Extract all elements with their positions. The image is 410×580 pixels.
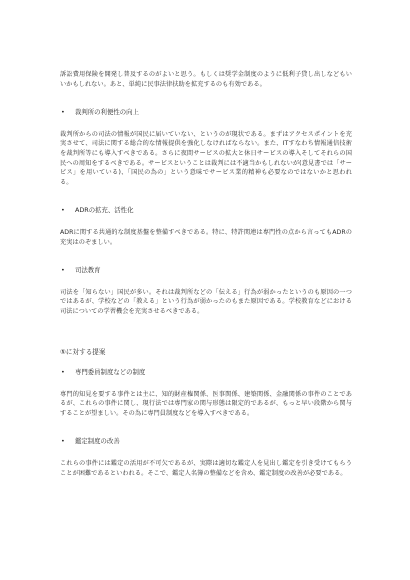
bullet-court-convenience	[60, 108, 352, 118]
bullet-icon: •	[61, 437, 65, 446]
bullet-label: ADRの拡充、活性化	[75, 206, 134, 215]
bullet-icon: •	[61, 368, 65, 377]
paragraph-appraisal: これらの事件には鑑定の活用が不可欠であるが、実際は適切な鑑定人を見出し鑑定を引き受けてもらうことが困難であるといわれる。そこで、鑑定人名簿の整備などを含め、鑑定制度の改善が必要である。	[60, 460, 352, 477]
bullet-label: 裁判所の利便性の向上	[75, 108, 139, 117]
bullet-expert-committee	[60, 368, 352, 378]
bullet-label: 鑑定制度の改善	[75, 437, 120, 446]
section-title-proposal-5: ⑤に対する提案	[60, 347, 106, 356]
paragraph-cost-insurance: 訴訟費用保険を開発し普及するのがよいと思う。もしくは奨学金制度のように低利子貸し出しなどもいいかもしれない。あと、単純に民事法律扶助を拡充するのも有効である。	[60, 71, 352, 88]
bullet-label: 司法教育	[75, 266, 101, 275]
bullet-icon: •	[61, 206, 65, 215]
bullet-adr	[60, 206, 352, 216]
paragraph-court-information: 裁判所からの司法の情報が国民に届いていない、というのが現状である。まずはアクセスポイントを充実させて、司法に関する総合的な情報提供を強化しなければならない。また、ITすなわち情報通信技術を裁判所等にも導入すべきである。さらに夜間サービスの拡大と休日サービスの導入そしてそれらの国民への周知をするべきである。サービスということは裁判には不適当かもしれないが(意見書では「サービス」を用いている)、「国民の為の」という意味でサービス業的精神も必要なのではないかと思われる。	[60, 130, 352, 186]
bullet-icon: •	[61, 108, 65, 117]
bullet-icon: •	[61, 266, 65, 275]
paragraph-expert-knowledge: 専門的知見を要する事件とは主に、知的財産権関係、医事関係、建築関係、金融関係の事件のことであるが、これらの事件に関し、現行法では専門家の関与形態は限定的であるが、もっと早い段階から関与することが望ましい。その為に専門員制度などを導入すべきである。	[60, 390, 352, 417]
document-body	[60, 70, 352, 478]
paragraph-adr: ADRに関する共通的な制度基盤を整備すべきである。特に、特許関連は専門性の点から言ってもADRの充実はのぞましい。	[60, 228, 352, 246]
bullet-legal-education	[60, 266, 352, 276]
paragraph-legal-education: 司法を「知らない」国民が多い。それは裁判所などの「伝える」行為が弱かったというのも原因の一つではあるが、学校などの「教える」という行為が弱かったのもまた原因である。学校教育などにおける司法についての学習機会を充実させるべきである。	[60, 288, 352, 315]
bullet-label: 専門委員制度などの制度	[75, 368, 146, 377]
bullet-appraisal-system	[60, 437, 352, 447]
